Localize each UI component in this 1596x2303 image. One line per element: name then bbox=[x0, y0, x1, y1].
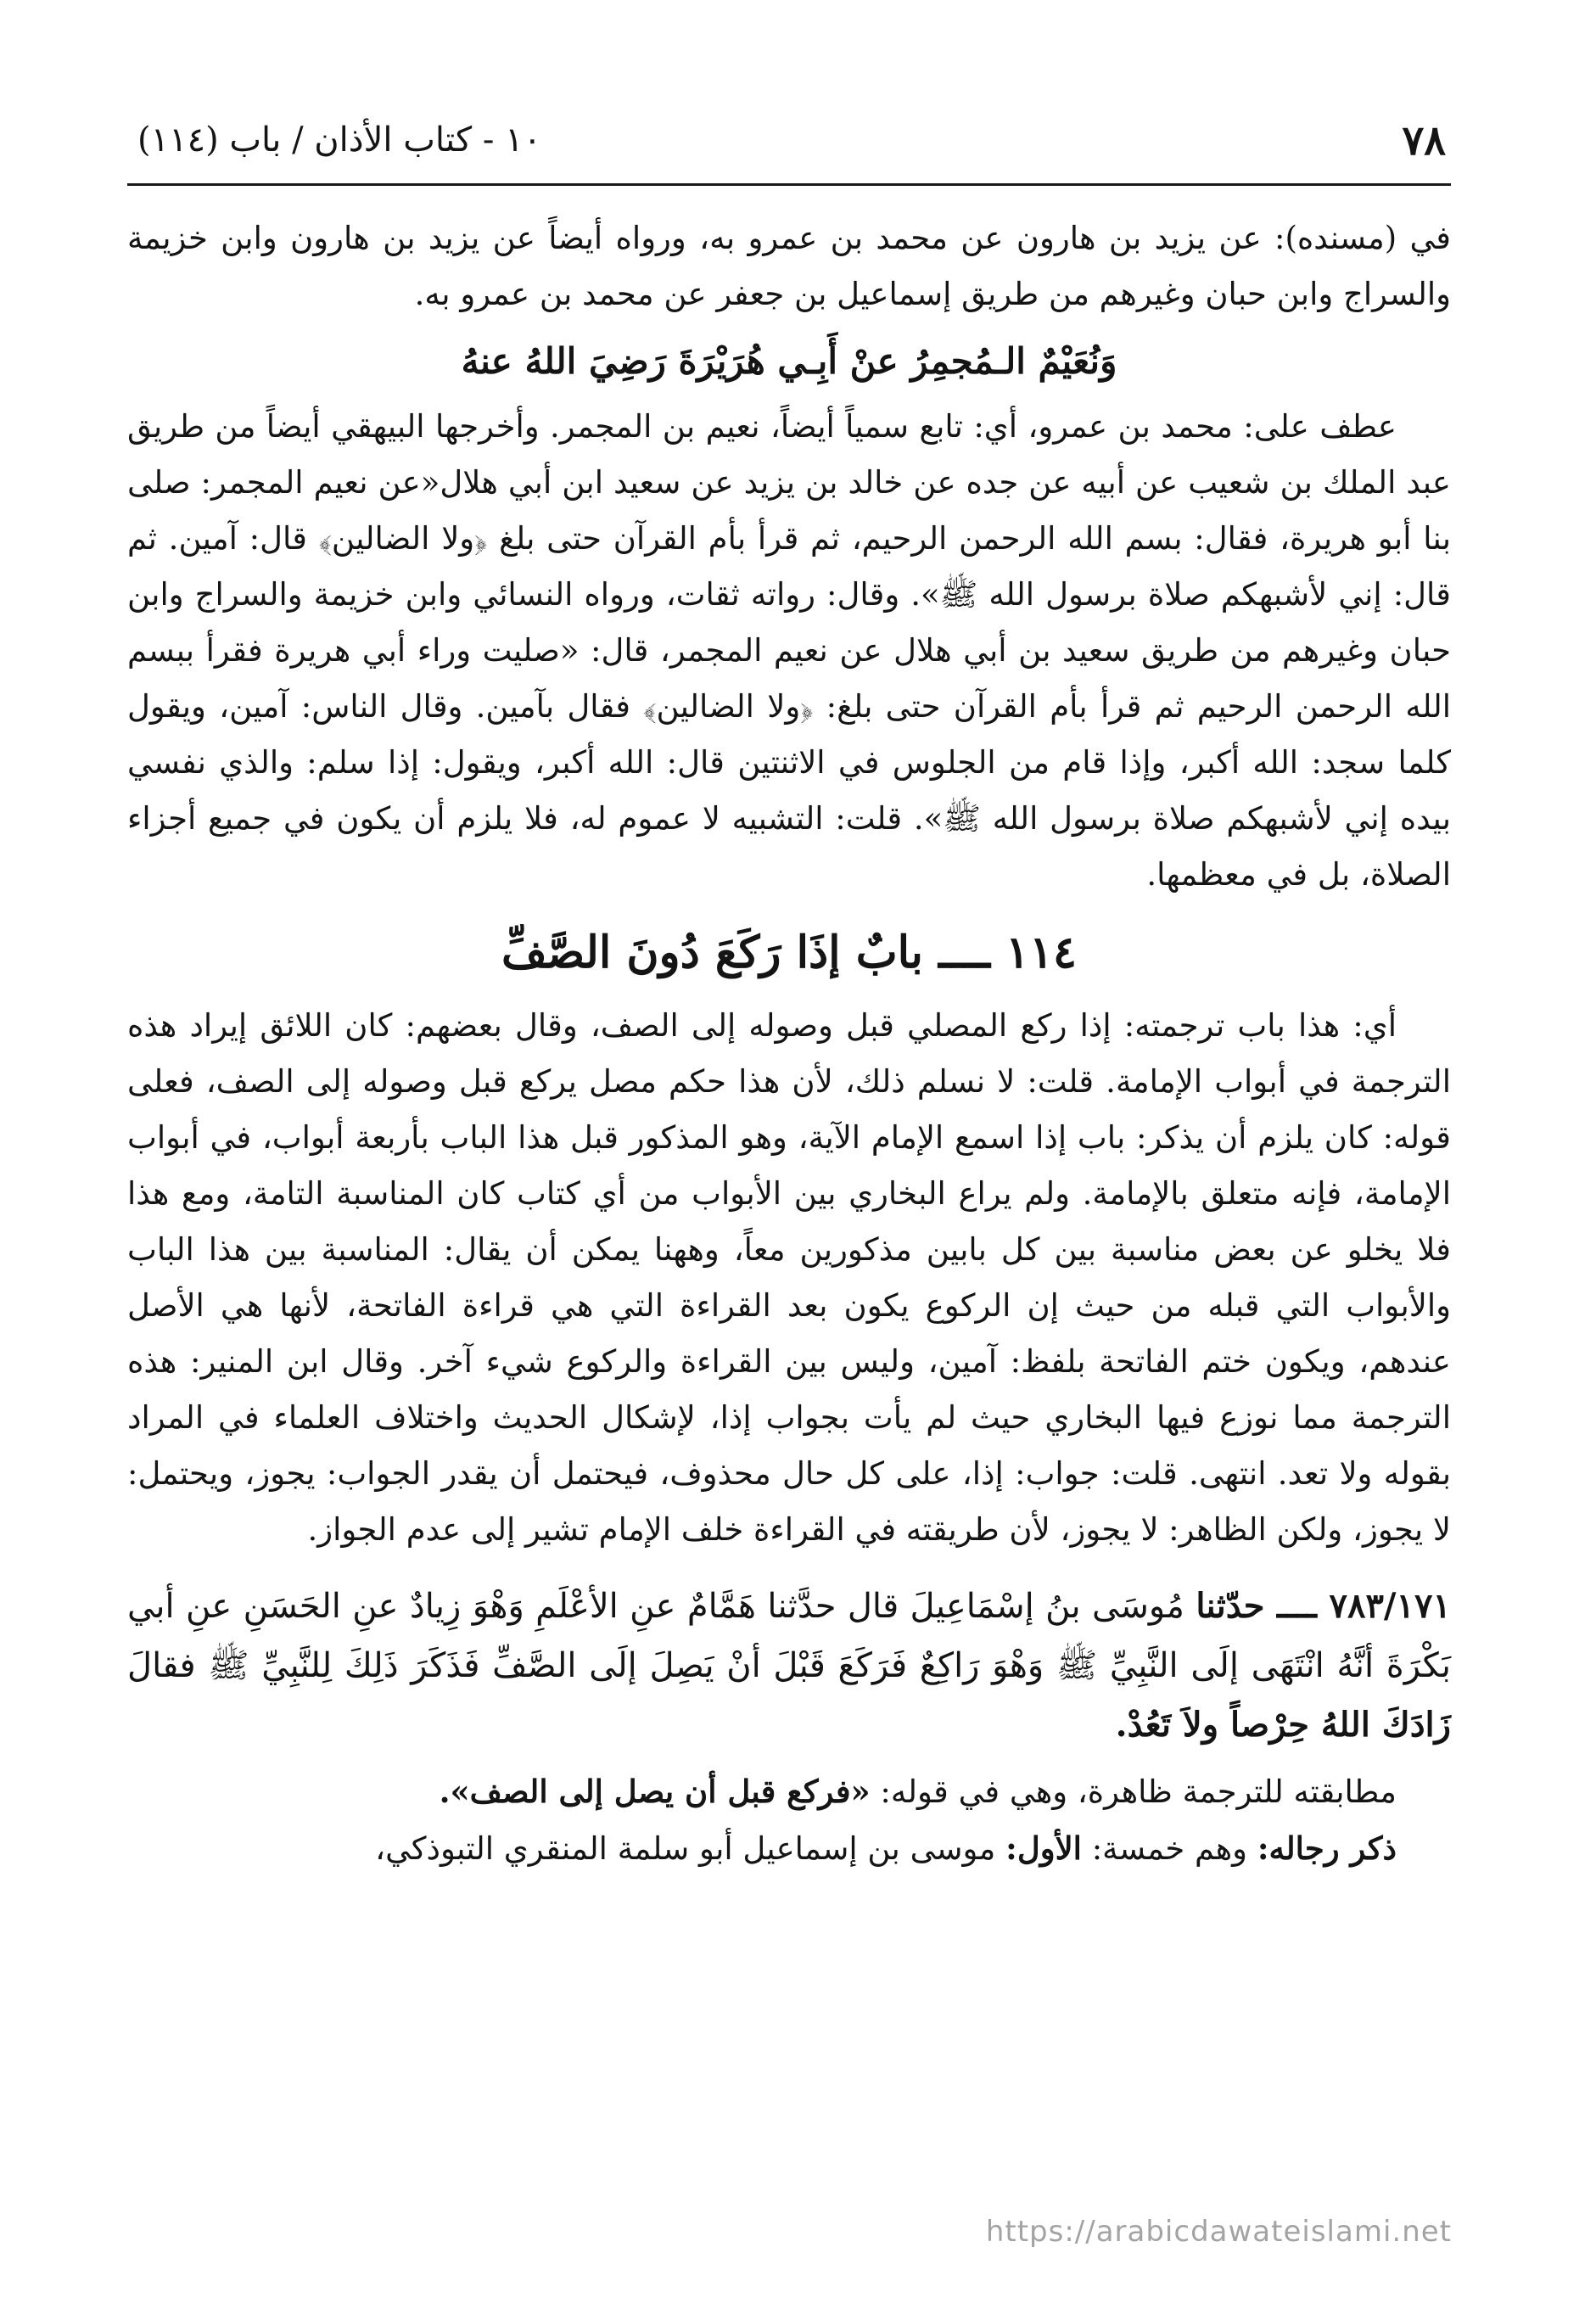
paragraph-3: أي: هذا باب ترجمته: إذا ركع المصلي قبل وصوله إلى الصف، وقال بعضهم: كان اللائق إيراد هذه الترجمة في أبواب الإمامة. قلت: لا نسلم ذلك، لأن هذا حكم مصل يركع قبل وصوله إلى الصف، فعلى قوله: كان يلزم أن يذكر: باب إذا اسمع الإمام الآية، وهو المذكور قبل هذا الباب بأربعة أبواب، في أبواب الإمامة، فإنه متعلق بالإمامة. ولم يراع البخاري بين الأبواب من أي كتاب كان المناسبة التامة، ومع هذا فلا يخلو عن بعض مناسبة بين كل بابين مذكورين معاً، وههنا يمكن أن يقال: المناسبة بين هذا الباب والأبواب التي قبله من حيث إن الركوع يكون بعد القراءة التي هي قراءة الفاتحة، لأنها هي الأصل عندهم، ويكون ختم الفاتحة بلفظ: آمين، وليس بين القراءة والركوع شيء آخر. وقال ابن المنير: هذه الترجمة مما نوزع فيها البخاري حيث لم يأت بجواب إذا، لإشكال الحديث واختلاف العلماء في المراد بقوله ولا تعد. انتهى. قلت: جواب: إذا، على كل حال محذوف، فيحتمل أن يقدر الجواب: يجوز، ويحتمل: لا يجوز، ولكن الظاهر: لا يجوز، لأن طريقته في القراءة خلف الإمام تشير إلى عدم الجواز. bbox=[127, 1007, 1451, 1548]
paragraph-4 bbox=[127, 1763, 1451, 1820]
page bbox=[127, 102, 1451, 2274]
section-heading: وَنُعَيْمٌ الـمُجمِرُ عنْ أَبِـي هُرَيْرَةَ رَضِيَ اللهُ عنهُ bbox=[461, 340, 1117, 382]
paragraph-5 bbox=[127, 1820, 1451, 1877]
paragraph-4-quote: «فركع قبل أن يصل إلى الصف». bbox=[439, 1773, 871, 1810]
page-number: ٧٨ bbox=[1402, 117, 1446, 165]
first-narrator-label: الأول: bbox=[1005, 1830, 1082, 1867]
hadith-body: مُوسَى بنُ إسْمَاعِيلَ قال حدَّثنا هَمَّامٌ عنِ الأعْلَمِ وَهْوَ زِيادٌ عنِ الحَسَنِ عنِ أبي بَكْرَةَ أنَّهُ انْتَهَى إلَى النَّبِيِّ ﷺ وَهْوَ رَاكِعٌ فَرَكَعَ قَبْلَ أنْ يَصِلَ إلَى الصَّفِّ فَذَكَرَ ذَلِكَ لِلنَّبِيِّ ﷺ فقالَ bbox=[127, 1587, 1451, 1685]
hadith-separator: ــــ bbox=[1264, 1586, 1330, 1626]
hadith-text bbox=[127, 1577, 1451, 1755]
paragraph-4-prefix: مطابقته للترجمة ظاهرة، وهي في قوله: bbox=[870, 1773, 1397, 1810]
first-narrator: موسى بن إسماعيل أبو سلمة المنقري التبوذكي، bbox=[375, 1830, 1006, 1867]
page-body bbox=[127, 210, 1451, 1877]
paragraph-1: في (مسنده): عن يزيد بن هارون عن محمد بن عمرو به، ورواه أيضاً عن يزيد بن هارون وابن خزيمة والسراج وابن حبان وغيرهم من طريق إسماعيل بن جعفر عن محمد بن عمرو به. bbox=[127, 220, 1451, 312]
chapter-heading: ١١٤ ــــ بابٌ إذَا رَكَعَ دُونَ الصَّفِّ bbox=[501, 927, 1077, 978]
hadith-closing: زَادَكَ اللهُ حِرْصاً ولاَ تَعُدْ. bbox=[1115, 1705, 1451, 1745]
narrators-heading: ذكر رجاله: bbox=[1257, 1830, 1397, 1867]
narrators-count: وهم خمسة: bbox=[1081, 1830, 1257, 1867]
header-rule bbox=[127, 183, 1451, 186]
running-title: ١٠ - كتاب الأذان / باب (١١٤) bbox=[137, 120, 542, 160]
hadith-lead: حدّثنا bbox=[1196, 1586, 1265, 1626]
page-header bbox=[127, 112, 1451, 178]
paragraph-2: عطف على: محمد بن عمرو، أي: تابع سمياً أيضاً، نعيم بن المجمر. وأخرجها البيهقي أيضاً من طريق عبد الملك بن شعيب عن أبيه عن جده عن خالد بن يزيد عن سعيد ابن أبي هلال«عن نعيم المجمر: صلى بنا أبو هريرة، فقال: بسم الله الرحمن الرحيم، ثم قرأ بأم القرآن حتى بلغ ﴿ولا الضالين﴾ قال: آمين. ثم قال: إني لأشبهكم صلاة برسول الله ﷺ». وقال: رواته ثقات، ورواه النسائي وابن خزيمة والسراج وابن حبان وغيرهم من طريق سعيد بن أبي هلال عن نعيم المجمر، قال: «صليت وراء أبي هريرة فقرأ ببسم الله الرحمن الرحيم ثم قرأ بأم القرآن حتى بلغ: ﴿ولا الضالين﴾ فقال بآمين. وقال الناس: آمين، ويقول كلما سجد: الله أكبر، وإذا قام من الجلوس في الاثنتين قال: الله أكبر، ويقول: إذا سلم: والذي نفسي بيده إني لأشبهكم صلاة برسول الله ﷺ». قلت: التشبيه لا عموم له، فلا يلزم أن يكون في جميع أجزاء الصلاة، بل في معظمها. bbox=[127, 408, 1452, 893]
hadith-number: ٧٨٣/١٧١ bbox=[1329, 1586, 1451, 1626]
watermark-url: https://arabicdawateislami.net bbox=[985, 2215, 1452, 2249]
